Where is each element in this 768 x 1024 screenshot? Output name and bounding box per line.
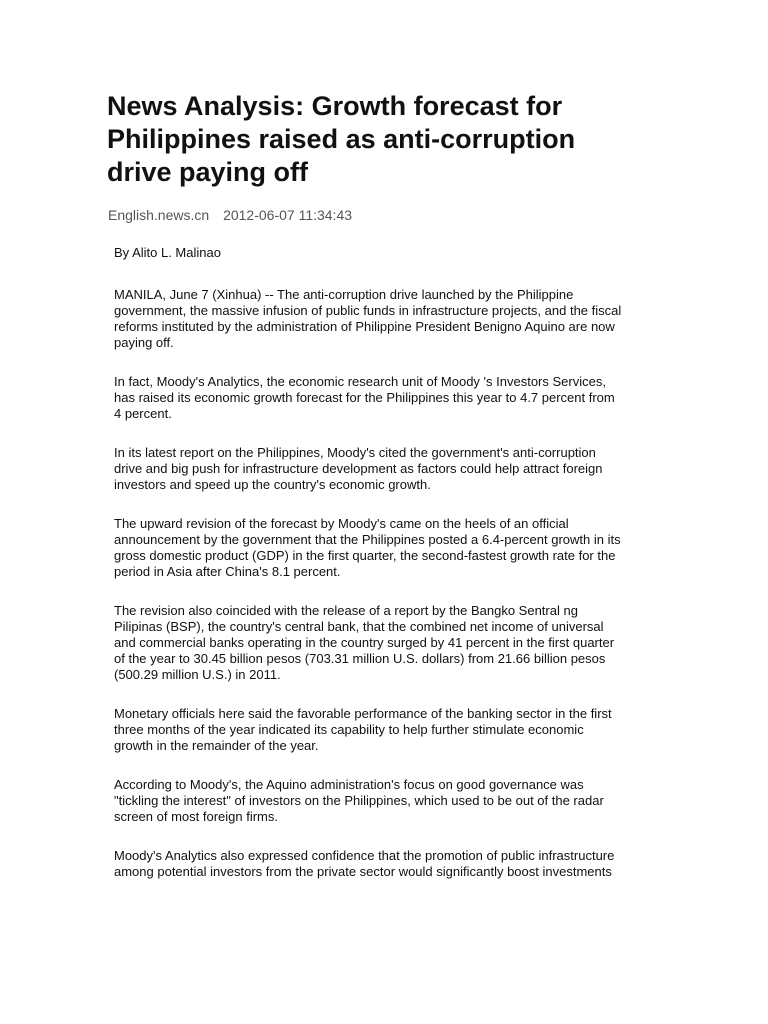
- paragraph-line: According to Moody's, the Aquino administration's focus on good governance was: [114, 777, 584, 792]
- source-label: English.news.cn: [108, 207, 210, 223]
- paragraph-line: In its latest report on the Philippines, Moody's cited the government's anti-corruption: [114, 445, 596, 460]
- headline-line: Philippines raised as anti-corruption: [107, 124, 576, 154]
- paragraph-line: (500.29 million U.S.) in 2011.: [114, 667, 281, 682]
- publish-date: 2012-06-07 11:34:43: [223, 207, 353, 223]
- paragraph: [114, 848, 674, 880]
- paragraph-line: gross domestic product (GDP) in the first quarter, the second-fastest growth rate for the: [114, 548, 616, 563]
- paragraph-line: investors and speed up the country's economic growth.: [114, 477, 431, 492]
- paragraph-line: The revision also coincided with the release of a report by the Bangko Sentral ng: [114, 603, 578, 618]
- paragraph-line: screen of most foreign firms.: [114, 809, 278, 824]
- paragraph-line: has raised its economic growth forecast for the Philippines this year to 4.7 percent from: [114, 390, 615, 405]
- paragraph-line: Moody's Analytics also expressed confidence that the promotion of public infrastructure: [114, 848, 615, 863]
- paragraph-line: drive and big push for infrastructure development as factors could help attract foreign: [114, 461, 603, 476]
- byline-text: By Alito L. Malinao: [114, 245, 221, 260]
- paragraph: [114, 445, 674, 493]
- byline: [114, 245, 674, 261]
- article-headline: [107, 90, 667, 189]
- paragraph-line: period in Asia after China's 8.1 percent.: [114, 564, 341, 579]
- paragraph: [114, 516, 674, 580]
- paragraph: [114, 603, 674, 683]
- paragraph-line: paying off.: [114, 335, 174, 350]
- headline-line: drive paying off: [107, 157, 309, 187]
- paragraph: [114, 374, 674, 422]
- paragraph: [114, 706, 674, 754]
- paragraph-line: Monetary officials here said the favorable performance of the banking sector in the first: [114, 706, 612, 721]
- paragraph-line: of the year to 30.45 billion pesos (703.31 million U.S. dollars) from 21.66 billion pesos: [114, 651, 606, 666]
- paragraph-line: announcement by the government that the Philippines posted a 6.4-percent growth in its: [114, 532, 621, 547]
- article-body: [114, 245, 674, 903]
- paragraph-line: MANILA, June 7 (Xinhua) -- The anti-corruption drive launched by the Philippine: [114, 287, 574, 302]
- paragraph-line: "tickling the interest" of investors on the Philippines, which used to be out of the radar: [114, 793, 604, 808]
- paragraph-line: The upward revision of the forecast by Moody's came on the heels of an official: [114, 516, 569, 531]
- paragraph-line: reforms instituted by the administration of Philippine President Benigno Aquino are now: [114, 319, 615, 334]
- paragraph-line: government, the massive infusion of public funds in infrastructure projects, and the fiscal: [114, 303, 622, 318]
- paragraph-line: growth in the remainder of the year.: [114, 738, 319, 753]
- article-meta: [108, 206, 352, 224]
- paragraph-line: and commercial banks operating in the country surged by 41 percent in the first quarter: [114, 635, 615, 650]
- paragraph-line: 4 percent.: [114, 406, 172, 421]
- paragraph: [114, 287, 674, 351]
- paragraph-line: among potential investors from the private sector would significantly boost investments: [114, 864, 612, 879]
- paragraph-line: In fact, Moody's Analytics, the economic research unit of Moody 's Investors Services,: [114, 374, 606, 389]
- headline-line: News Analysis: Growth forecast for: [107, 91, 563, 121]
- paragraph-line: three months of the year indicated its capability to help further stimulate economic: [114, 722, 584, 737]
- paragraph-line: Pilipinas (BSP), the country's central bank, that the combined net income of universal: [114, 619, 604, 634]
- paragraph: [114, 777, 674, 825]
